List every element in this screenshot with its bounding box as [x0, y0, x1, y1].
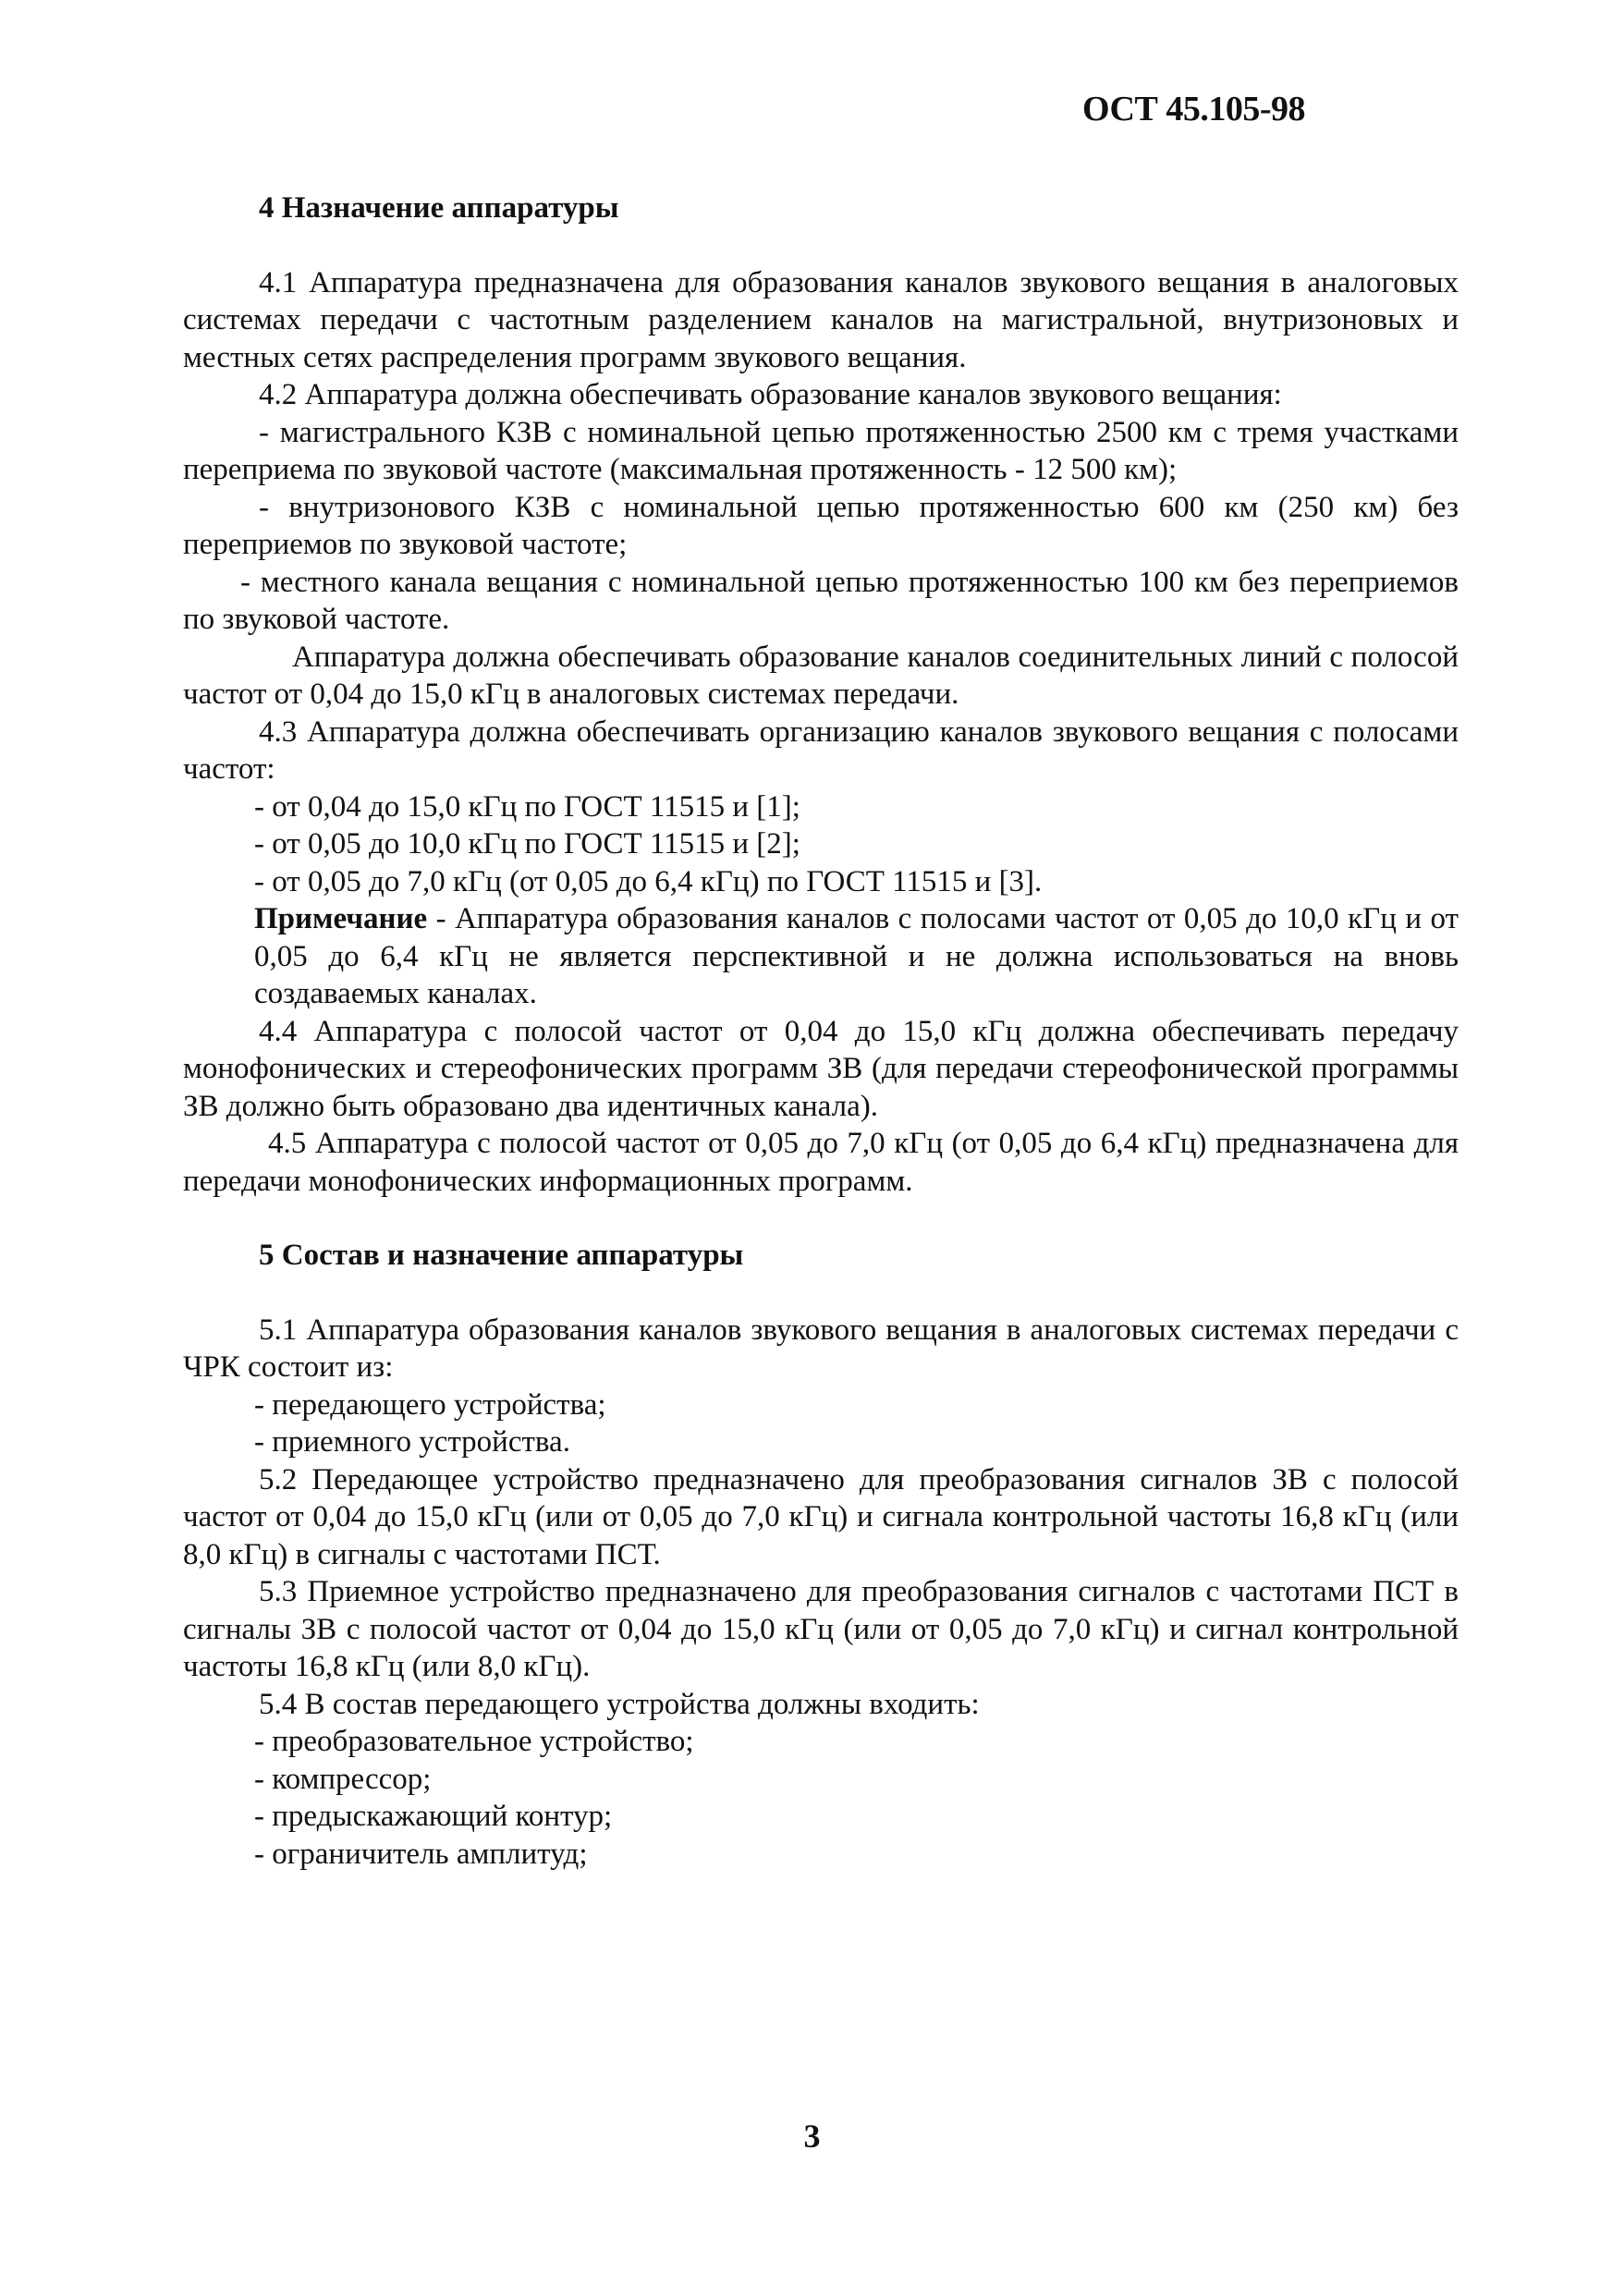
paragraph-5-2: 5.2 Передающее устройство предназначено для преобразования сигналов ЗВ с полосой частот от 0,04 до 15,0 кГц (или от 0,05 до 7,0 кГц) и сигнала контрольной частоты 16,8 кГц (или 8,0 кГц) в сигналы с частотами ПСТ. — [183, 1462, 1459, 1571]
page-number: 3 — [803, 2118, 821, 2155]
paragraph-4-1: 4.1 Аппаратура предназначена для образования каналов звукового вещания в аналоговых системах передачи с частотным разделением каналов на магистральной, внутризоновых и местных сетях распределения программ звукового вещания. — [183, 265, 1459, 374]
list-item: - внутризонового КЗВ с номинальной цепью протяженностью 600 км (250 км) без переприемов по звуковой частоте; — [183, 490, 1459, 561]
list-item: - от 0,05 до 7,0 кГц (от 0,05 до 6,4 кГц) по ГОСТ 11515 и [3]. — [254, 864, 1043, 898]
document-code: ОСТ 45.105-98 — [1082, 90, 1305, 128]
list-item: - ограничитель амплитуд; — [254, 1837, 588, 1871]
list-item: - от 0,04 до 15,0 кГц по ГОСТ 11515 и [1]; — [254, 789, 800, 824]
note — [183, 900, 1459, 1013]
paragraph-4-3: 4.3 Аппаратура должна обеспечивать организацию каналов звукового вещания с полосами частот: — [183, 714, 1459, 786]
list-item: - компрессор; — [254, 1762, 432, 1796]
list-item: - магистрального КЗВ с номинальной цепью протяженностью 2500 км с тремя участками переприема по звуковой частоте (максимальная протяженность - 12 500 км); — [183, 415, 1459, 486]
paragraph-4-4: 4.4 Аппаратура с полосой частот от 0,04 до 15,0 кГц должна обеспечивать передачу монофонических и стереофонических программ ЗВ (для передачи стереофонической программы ЗВ должно быть образовано два идентичных канала). — [183, 1014, 1459, 1123]
list-item: - приемного устройства. — [254, 1425, 570, 1459]
paragraph-5-1: 5.1 Аппаратура образования каналов звукового вещания в аналоговых системах передачи с ЧРК состоит из: — [183, 1313, 1459, 1384]
paragraph-5-4: 5.4 В состав передающего устройства должны входить: — [259, 1687, 980, 1721]
note-text: - Аппаратура образования каналов с полосами частот от 0,05 до 10,0 кГц и от 0,05 до 6,4 кГц не является перспективной и не должна использоваться на вновь создаваемых каналах. — [254, 902, 1459, 1010]
paragraph-5-3: 5.3 Приемное устройство предназначено для преобразования сигналов с частотами ПСТ в сигналы ЗВ с полосой частот от 0,04 до 15,0 кГц (или от 0,05 до 7,0 кГц) и сигнал контрольной частоты 16,8 кГц (или 8,0 кГц). — [183, 1575, 1459, 1683]
list-item: - преобразовательное устройство; — [254, 1725, 694, 1758]
note-label: Примечание — [254, 902, 428, 935]
list-item: - местного канала вещания с номинальной цепью протяженностью 100 км без переприемов по звуковой частоте. — [183, 565, 1459, 636]
section-5-title: 5 Состав и назначение аппаратуры — [259, 1239, 744, 1272]
document-body — [183, 189, 1459, 1873]
list-item: - передающего устройства; — [254, 1387, 606, 1422]
paragraph-4-2: 4.2 Аппаратура должна обеспечивать образование каналов звукового вещания: — [259, 378, 1282, 411]
paragraph-4-5: 4.5 Аппаратура с полосой частот от 0,05 до 7,0 кГц (от 0,05 до 6,4 кГц) предназначена для передачи монофонических информационных программ. — [183, 1127, 1459, 1198]
paragraph-4-2-extra: Аппаратура должна обеспечивать образование каналов соединительных линий с полосой частот от 0,04 до 15,0 кГц в аналоговых системах передачи. — [183, 640, 1459, 711]
list-item: - от 0,05 до 10,0 кГц по ГОСТ 11515 и [2]; — [254, 827, 800, 861]
list-item: - предыскажающий контур; — [254, 1800, 613, 1833]
section-4-title: 4 Назначение аппаратуры — [259, 191, 619, 225]
